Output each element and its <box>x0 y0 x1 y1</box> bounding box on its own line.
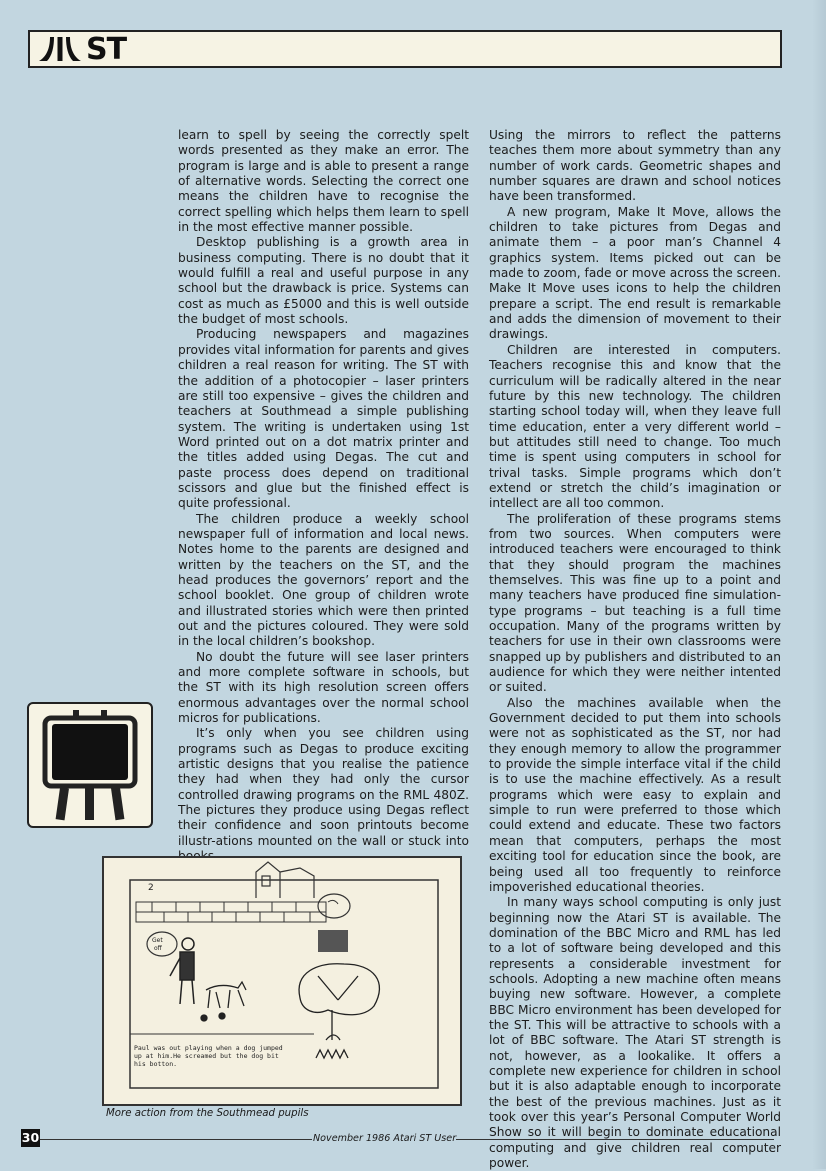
paragraph: No doubt the future will see laser printers and more complete software in schools, but the ST with its high resolution screen offers enormous advantages over the normal school micros for publications. <box>178 649 469 726</box>
article-column-2 <box>489 128 781 1171</box>
easel-icon <box>29 704 151 826</box>
paragraph: Producing newspapers and magazines provides vital information for parents and gives children a real reason for writing. The ST with the addition of a photocopier – laser printers are still too expensive – gives the children and teachers at Southmead a simple publishing system. The writing is undertaken using 1st Word printed out on a dot matrix printer and the titles added using Degas. The cut and paste process does depend on traditional scissors and glue but the finished effect is quite professional. <box>178 327 469 511</box>
section-header-bar <box>28 30 782 68</box>
atari-st-logo <box>38 31 127 67</box>
paragraph: Also the machines available when the Government decided to put them into schools were not as sophisticated as the ST, nor had they enough memory to allow the programmer to provide the simple interface vital if the child is to use the machine effectively. As a result programs which were easy to explain and simple to run were preferred to those which could extend and educate. These two factors mean that computers, perhaps the most exciting tool for education since the book, are being used all too frequently to reinforce impoverished educational theories. <box>489 695 781 894</box>
footer-rule <box>40 1139 312 1140</box>
paragraph: Children are interested in computers. Teachers recognise this and know that the curriculum will be radically altered in the near future by this new technology. The children starting school today will, when they leave full time education, enter a very different world – but attitudes still need to change. Too much time is spent using computers in school for trival tasks. Simple programs which don’t extend or stretch the child’s imagination or intellect are all too common. <box>489 342 781 511</box>
footer-issue: November 1986 Atari ST User <box>313 1133 457 1144</box>
article-column-1 <box>178 128 469 865</box>
paragraph: In many ways school computing is only just beginning now the Atari ST is available. The domination of the BBC Micro and RML has led to a lot of software being developed and this represents a considerable investment for schools. Adopting a new machine often means buying new software. However, a complete BBC Micro environment has been developed for the ST. This will be attractive to schools with a lot of BBC software. The Atari ST strength is not, however, as a lookalike. It offers a complete new experience for children in school but it is also adaptable enough to incorporate the best of the previous machines. Just as it took over this year’s Personal Computer World Show so it will begin to dominate educational computing and give children real computer power. <box>489 895 781 1171</box>
logo-text: ST <box>86 31 127 67</box>
page-edge-shadow <box>812 0 826 1169</box>
drawing-number: 2 <box>148 883 154 893</box>
page-number: 30 <box>21 1130 40 1145</box>
svg-text:Get: Get <box>152 937 163 944</box>
figure-caption: More action from the Southmead pupils <box>106 1108 309 1119</box>
easel-icon-box <box>27 702 153 828</box>
childs-drawing-figure <box>102 856 462 1106</box>
paragraph: It’s only when you see children using programs such as Degas to produce exciting artistic designs that you realise the patience they had when they had only the cursor controlled drawing programs on the RML 480Z. The pictures they produce using Degas reflect their confidence and soon printouts become illustr-ations mounted on the wall or stuck into <box>178 726 469 848</box>
drawing-handwritten-caption: Paul was out playing when a dog jumped up at him.He screamed but the dog bit his botton. <box>134 1044 283 1068</box>
svg-text:off: off <box>154 945 162 952</box>
paragraph: Using the mirrors to reflect the patterns teaches them more about symmetry than any number of work cards. Geometric shapes and number squares are drawn and school notices have been transformed. <box>489 128 781 204</box>
paragraph: The proliferation of these programs stems from two sources. When computers were introduced teachers were encouraged to think that they should program the machines themselves. This was fine up to a point and many teachers have produced fine simulation-type programs – but teaching is a full time occupation. Many of the programs written by teachers for use in their own classrooms were snapped up by publishers and distributed to an audience for which they were neither intented or suited. <box>489 511 781 695</box>
paragraph: The children produce a weekly school newspaper full of information and local news. Notes home to the parents are designed and written by the teachers on the ST, and the head produces the governors’ report and the school booklet. One group of children wrote and illustrated stories which were then printed out and the pictures coloured. They were sold in the local children’s bookshop. <box>178 511 469 649</box>
paragraph: Desktop publishing is a growth area in business computing. There is no doubt that it would fulfill a real and useful purpose in any school but the drawback is price. Systems can cost as much as £5000 and this is well outside the budget of most schools. <box>178 235 469 327</box>
paragraph: learn to spell by seeing the correctly spelt words presented as they make an error. The program is large and is able to present a range of alternative words. Selecting the correct one means the children have to recognise the correct spelling which helps them learn to spell in the most effective manner possible. <box>178 128 469 235</box>
footer-rule <box>456 1139 774 1140</box>
atari-fuji-icon <box>38 35 82 63</box>
paragraph: A new program, Make It Move, allows the children to take pictures from Degas and animate them – a poor man’s Channel 4 graphics system. Items picked out can be made to zoom, fade or move across the screen. Make It Move uses icons to help the children prepare a script. The end result is remarkable and adds the dimension of movement to their drawings. <box>489 204 781 342</box>
